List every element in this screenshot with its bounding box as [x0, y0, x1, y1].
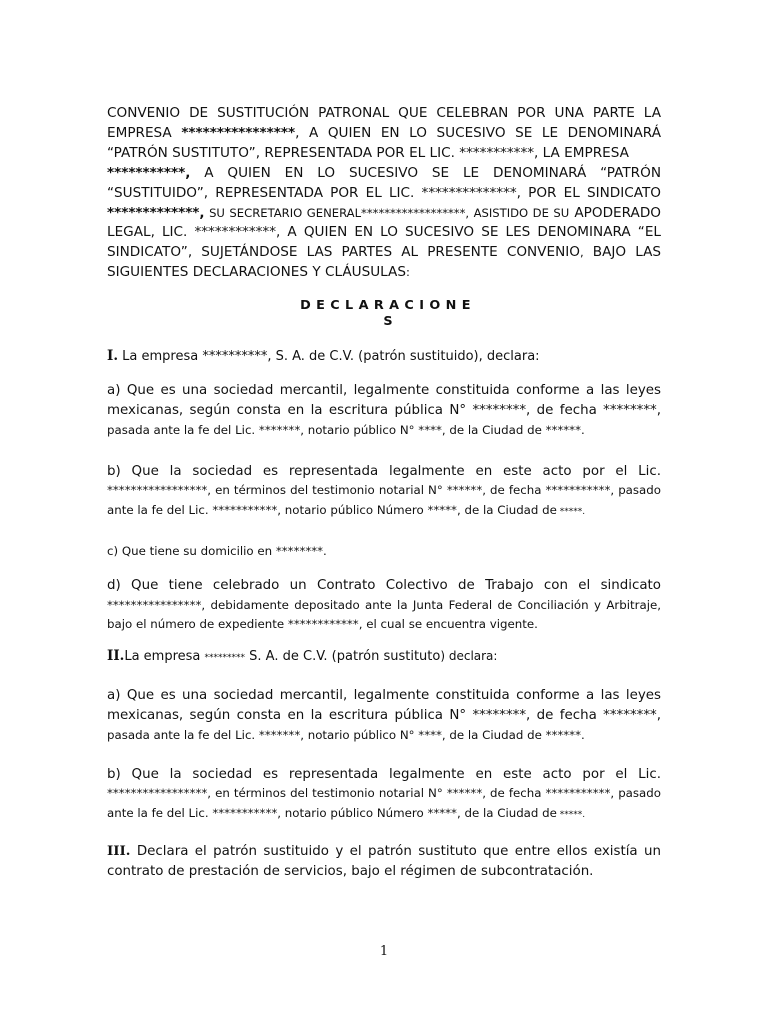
- declaration-2-b: [107, 765, 661, 826]
- declaration-2-a-narrow: pasada ante la fe del Lic. *******, notario público N° ****, de la Ciudad de ******.: [107, 727, 585, 742]
- intro-small-1: SU SECRETARIO GENERAL******************, ASISTIDO DE SU: [204, 205, 570, 220]
- declaration-1-c: [107, 542, 661, 562]
- declaration-1-a: [107, 381, 661, 440]
- intro-text-1: CONVENIO DE SUSTITUCIÓN PATRONAL QUE CELEBRAN POR UNA PARTE LA EMPRESA: [107, 105, 661, 141]
- declaration-1-b: [107, 462, 661, 523]
- intro-small-3: :: [405, 265, 410, 280]
- declaration-1-a-narrow: pasada ante la fe del Lic. *******, notario público N° ****, de la Ciudad de ******.: [107, 422, 585, 437]
- page-number: 1: [379, 944, 389, 959]
- declaration-1: [107, 347, 661, 366]
- declaration-2-tail: ) declara:: [440, 649, 498, 664]
- heading-main: DECLARACIONE: [300, 298, 476, 314]
- declaration-2-a-main: a) Que es una sociedad mercantil, legalmente constituida conforme a las leyes mexicanas, según consta en la escritura pública N° ********, de fecha ********,: [107, 688, 661, 723]
- declaration-1-a-main: a) Que es una sociedad mercantil, legalmente constituida conforme a las leyes mexicanas, según consta en la escritura pública N° ********, de fecha ********,: [107, 383, 661, 418]
- declaration-3: [107, 842, 661, 882]
- declaration-2-stars: *********: [204, 653, 246, 664]
- declaration-1-b-tail: *****.: [556, 507, 586, 518]
- declaration-2-lead: La empresa: [124, 649, 205, 665]
- declaration-3-number: III.: [107, 842, 131, 859]
- declaration-3-text: Declara el patrón sustituido y el patrón sustituto que entre ellos existía un contrato de prestación de servicios, bajo el régimen de subcontratación.: [107, 843, 661, 879]
- intro-text-4: APODERADO LEGAL, LIC. ************, A QUIEN EN LO SUCESIVO SE LES DENOMINARA “EL SINDICATO”, SUJETÁNDOSE LAS PARTES AL PRESENTE CONVENIO: [107, 204, 661, 261]
- declaration-2-b-tail: *****.: [556, 810, 586, 821]
- declaration-2-text: S. A. de C.V. (patrón sustituto: [245, 649, 441, 665]
- declaration-1-b-main: b) Que la sociedad es representada legalmente en este acto por el Lic.: [107, 463, 661, 479]
- section-heading: [107, 298, 661, 330]
- declaration-2-a: [107, 686, 661, 745]
- declaration-1-b-narrow: *****************, en términos del testimonio notarial N° ******, de fecha ***********, pasado ante la fe del Lic. ***********, notario público Número *****, de la Ciudad de: [107, 483, 661, 518]
- intro-bold-1: ****************: [181, 124, 296, 141]
- declaration-1-d-main: d) Que tiene celebrado un Contrato Colectivo de Trabajo con el sindicato: [107, 577, 661, 593]
- intro-bold-2: ***********,: [107, 164, 191, 181]
- declaration-2: [107, 647, 661, 668]
- intro-paragraph: [107, 104, 661, 283]
- declaration-1-text: La empresa **********, S. A. de C.V. (patrón sustituido), declara:: [118, 349, 540, 365]
- heading-tail: S: [383, 314, 393, 330]
- declaration-2-b-narrow: *****************, en términos del testimonio notarial N° ******, de fecha ***********, pasado ante la fe del Lic. ***********, notario público Número *****, de la Ciudad de: [107, 786, 661, 821]
- document-page: [107, 104, 661, 882]
- intro-bold-3: *************,: [107, 204, 205, 221]
- intro-text-2: , A QUIEN EN LO SUCESIVO SE LE DENOMINARÁ “PATRÓN SUSTITUTO”, REPRESENTADA POR EL LIC. ***********, LA EMPRESA: [107, 124, 661, 161]
- intro-text-3: A QUIEN EN LO SUCESIVO SE LE DENOMINARÁ “PATRÓN “SUSTITUIDO”, REPRESENTADA POR EL LIC. **************, POR EL SINDICATO: [107, 164, 661, 201]
- intro-small-2: ,: [579, 245, 584, 260]
- intro-text-5: BAJO LAS SIGUIENTES DECLARACIONES Y CLÁUSULAS: [107, 244, 662, 281]
- declaration-2-b-main: b) Que la sociedad es representada legalmente en este acto por el Lic.: [107, 766, 661, 782]
- declaration-1-number: I.: [107, 348, 119, 365]
- declaration-1-d: [107, 576, 661, 635]
- declaration-1-d-narrow: ****************, debidamente depositado ante la Junta Federal de Conciliación y Arbitraje, bajo el número de expediente ************, el cual se encuentra vigente.: [107, 597, 661, 632]
- declaration-2-number: II.: [107, 648, 125, 665]
- declaration-1-c-text: c) Que tiene su domicilio en ********.: [107, 543, 327, 558]
